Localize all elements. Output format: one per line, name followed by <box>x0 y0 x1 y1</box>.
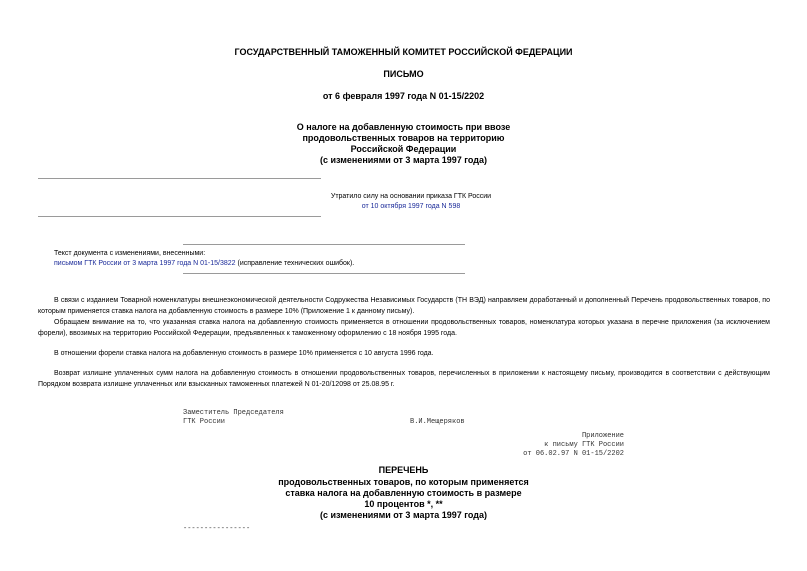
paragraph-4: Возврат излишне уплаченных сумм налога на добавленную стоимость в отношении продовольственных товаров, перечисленных в приложении к настоящему письму, производится в соответствии с действующим Порядком возврата излишне уплаченных или взысканных таможенных платежей N 01-20/12098 от 25.08.95 г. <box>38 370 770 388</box>
appendix-ref: к письму ГТК России <box>544 441 624 449</box>
document-date-number: от 6 февраля 1997 года N 01-15/2202 <box>322 91 485 101</box>
document-title-line-2: продовольственных товаров на территорию <box>302 133 505 143</box>
changes-link[interactable]: письмом ГТК России от 3 марта 1997 года N 01-15/3822 <box>54 260 236 267</box>
list-title: ПЕРЕЧЕНЬ <box>378 465 429 475</box>
list-subtitle-4: (с изменениями от 3 марта 1997 года) <box>319 510 488 520</box>
divider <box>38 216 321 217</box>
signatory-name: В.И.Мещеряков <box>410 418 465 426</box>
changes-suffix: (исправление технических ошибок). <box>235 260 355 267</box>
divider <box>183 244 465 245</box>
list-subtitle-2: ставка налога на добавленную стоимость в размере <box>285 488 522 498</box>
signatory-position-1: Заместитель Председателя <box>183 409 284 417</box>
divider <box>38 178 321 179</box>
paragraph-1: В связи с изданием Товарной номенклатуры внешнеэкономической деятельности Содружества Независимых Государств (ТН ВЭД) направляем доработанный и дополненный Перечень продовольственных товаров, по которым применяется ставка налога на добавленную стоимость в размере 10% (Приложение 1 к данному письму). <box>38 297 770 315</box>
list-subtitle-3: 10 процентов *, ** <box>364 499 443 509</box>
document-title-line-4: (с изменениями от 3 марта 1997 года) <box>319 155 488 165</box>
document-type: ПИСЬМО <box>383 69 424 79</box>
document-title-line-1: О налоге на добавленную стоимость при ввозе <box>296 122 511 132</box>
appendix-label: Приложение <box>581 432 624 440</box>
signatory-position-2: ГТК России <box>183 418 226 426</box>
divider <box>183 273 465 274</box>
changes-line <box>54 259 354 269</box>
appendix-date: от 06.02.97 N 01-15/2202 <box>523 450 624 458</box>
footnote-rule: ---------------- <box>183 525 251 533</box>
status-link[interactable]: от 10 октября 1997 года N 598 <box>361 203 461 210</box>
paragraph-3: В отношении форели ставка налога на добавленную стоимость в размере 10% применяется с 10 августа 1996 года. <box>54 350 434 357</box>
list-subtitle-1: продовольственных товаров, по которым применяется <box>278 477 529 487</box>
paragraph-2: Обращаем внимание на то, что указанная ставка налога на добавленную стоимость применяется в отношении продовольственных товаров, номенклатура которых указана в перечне приложения (за исключением форели), ввозимых на территорию Российской Федерации, предъявленных к таможенному оформлению с 18 ноября 1995 года. <box>38 319 770 337</box>
changes-note: Текст документа с изменениями, внесенными: <box>54 250 206 257</box>
issuer-title: ГОСУДАРСТВЕННЫЙ ТАМОЖЕННЫЙ КОМИТЕТ РОССИЙСКОЙ ФЕДЕРАЦИИ <box>234 47 573 57</box>
status-note: Утратило силу на основании приказа ГТК России <box>330 193 492 200</box>
document-title-line-3: Российской Федерации <box>350 144 457 154</box>
